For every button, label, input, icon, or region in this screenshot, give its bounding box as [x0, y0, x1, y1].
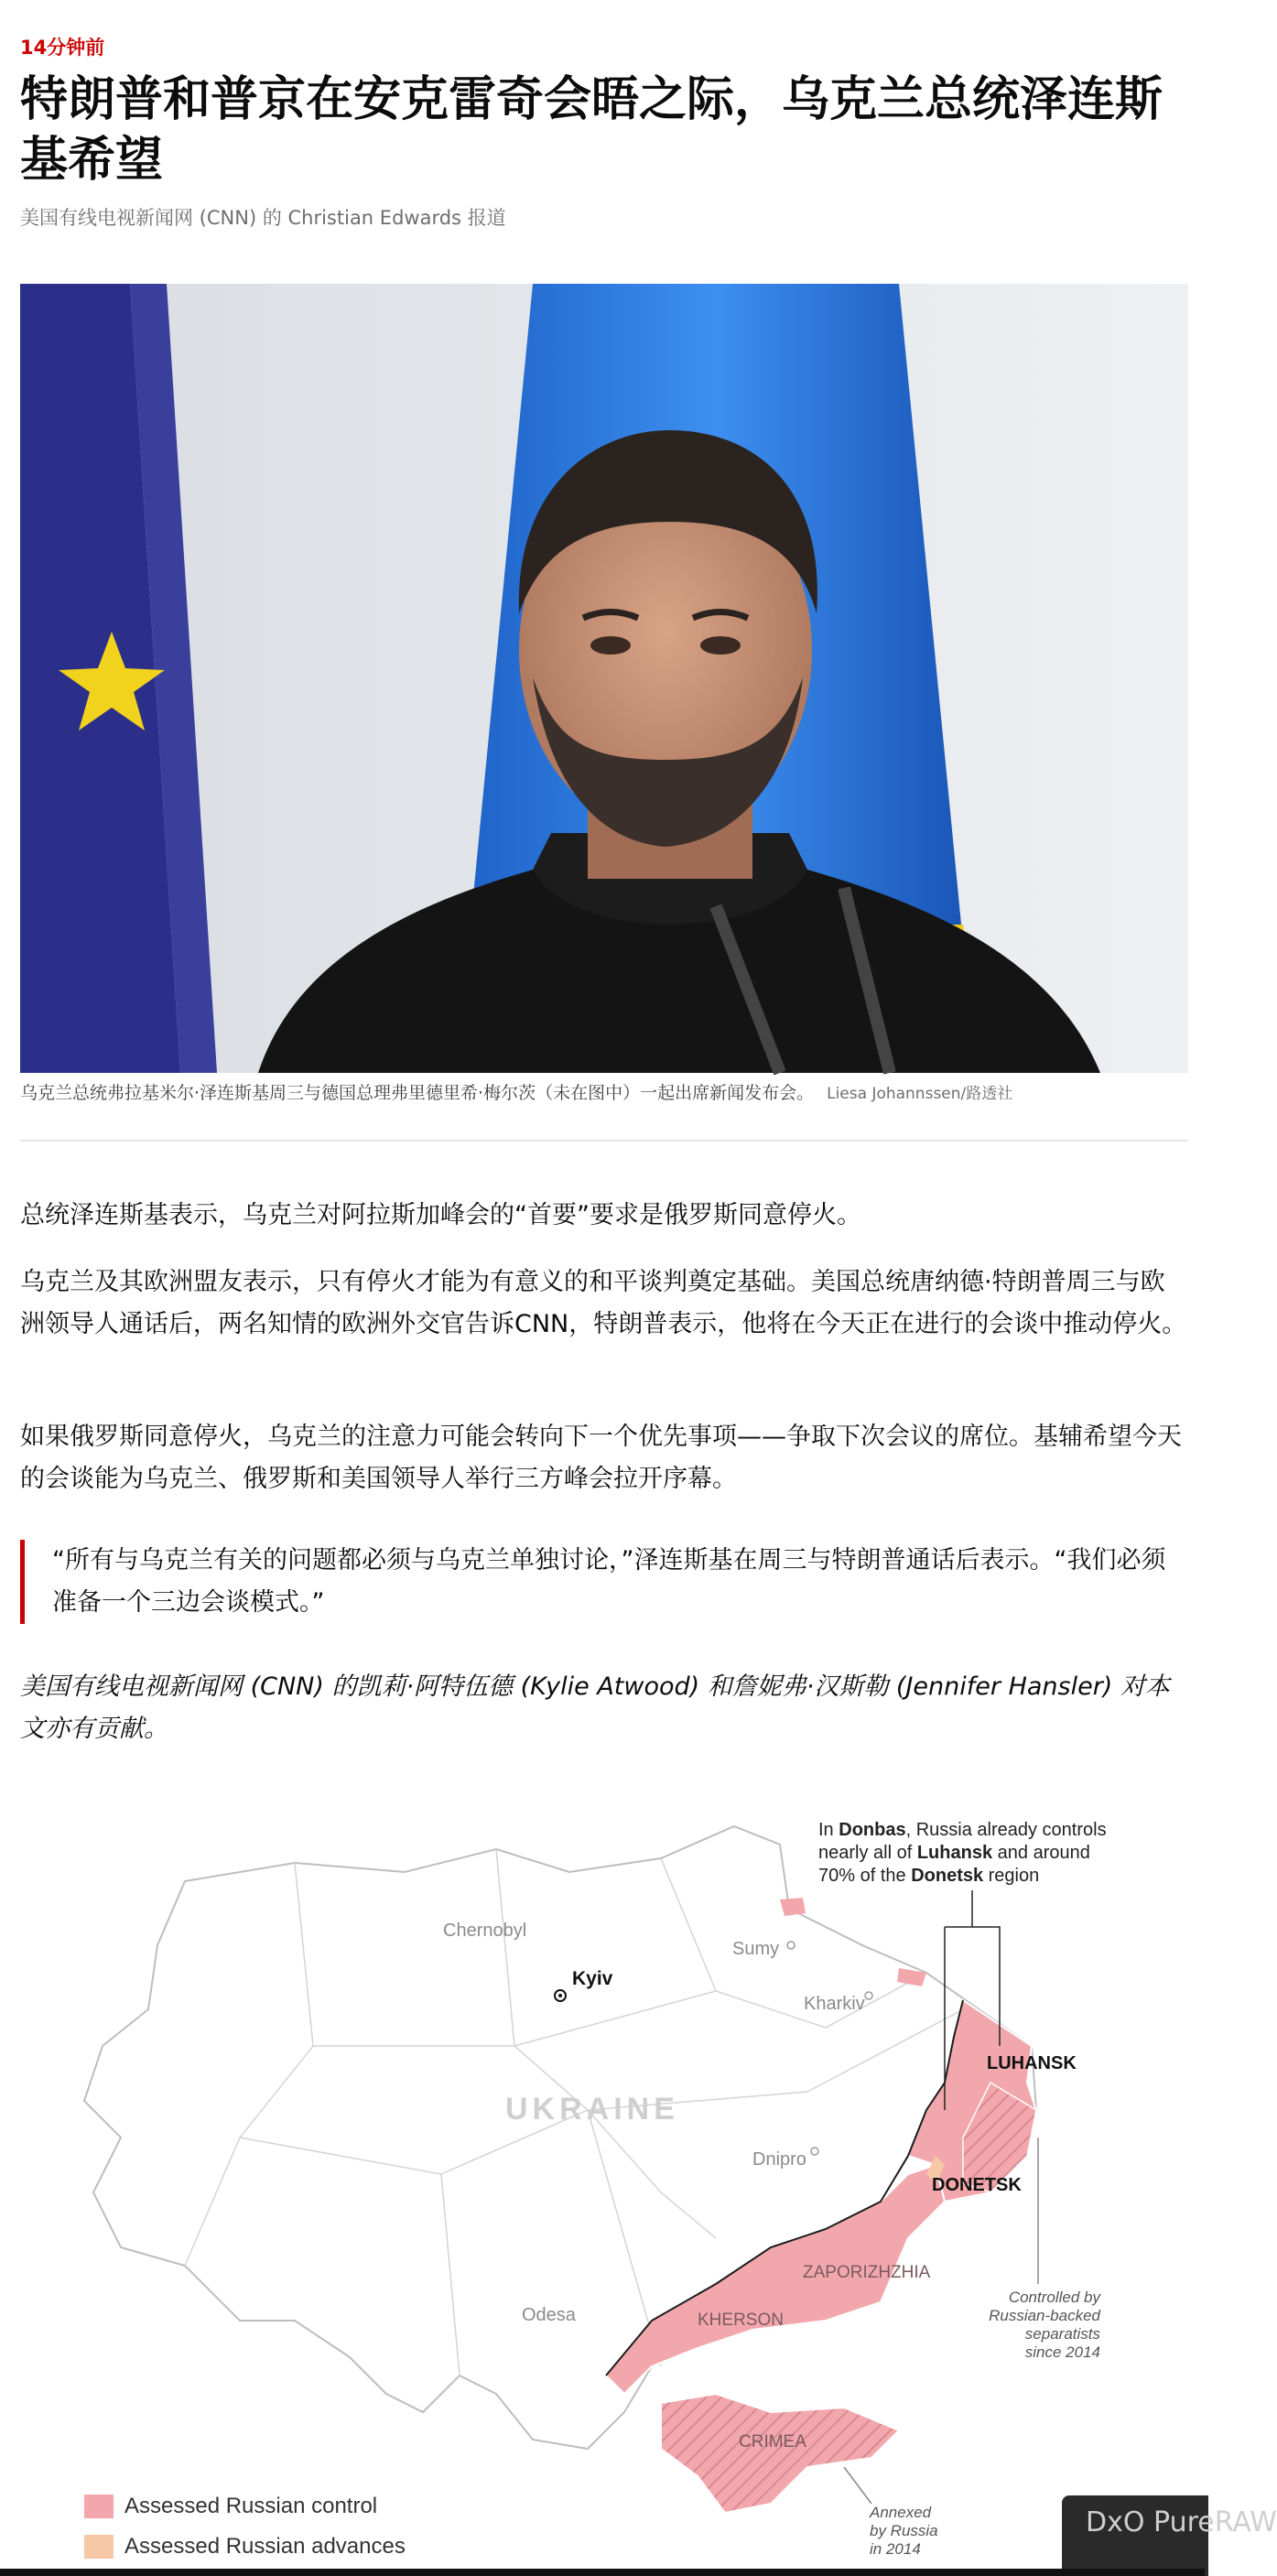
timestamp: 14分钟前	[20, 37, 105, 59]
region-kherson: KHERSON	[698, 2311, 784, 2330]
svg-text:Controlled by: Controlled by	[1008, 2289, 1100, 2306]
svg-text:70% of the Donetsk region: 70% of the Donetsk region	[818, 1866, 1040, 1886]
zelensky-photo	[20, 284, 1188, 1073]
svg-text:nearly all of Luhansk and arou: nearly all of Luhansk and around	[818, 1843, 1090, 1863]
city-chernobyl: Chernobyl	[443, 1921, 527, 1941]
ukraine-map-graphic	[20, 1808, 1188, 2559]
pull-quote: “所有与乌克兰有关的问题都必须与乌克兰单独讨论，”泽连斯基在周三与特朗普通话后表示。“我们必须准备一个三边会谈模式。”	[20, 1540, 1188, 1624]
svg-text:Annexed: Annexed	[870, 2504, 932, 2521]
region-crimea: CRIMEA	[739, 2432, 806, 2452]
svg-text:by Russia: by Russia	[870, 2522, 938, 2539]
photo-credit: Liesa Johannssen/路透社	[827, 1085, 1013, 1103]
headline: 特朗普和普京在安克雷奇会晤之际，乌克兰总统泽连斯基希望	[20, 72, 1163, 188]
city-dnipro: Dnipro	[752, 2149, 806, 2170]
lead-photo[interactable]	[20, 284, 1188, 1073]
divider	[20, 1140, 1188, 1142]
ukraine-outline	[84, 1826, 1036, 2449]
city-sumy: Sumy	[732, 1939, 780, 1959]
svg-text:in 2014: in 2014	[870, 2540, 921, 2558]
svg-text:Russian-backed: Russian-backed	[989, 2307, 1100, 2324]
crimea	[661, 2394, 899, 2513]
watermark-badge: DxO PureRAW	[1062, 2495, 1208, 2576]
paragraph-3: 如果俄罗斯同意停火，乌克兰的注意力可能会转向下一个优先事项——争取下次会议的席位。基辅希望今天的会谈能为乌克兰、俄罗斯和美国领导人举行三方峰会拉开序幕。	[20, 1423, 1182, 1493]
legend-advances: Assessed Russian advances	[124, 2534, 406, 2559]
svg-text:In Donbas, Russia already cont: In Donbas, Russia already controls	[818, 1820, 1107, 1840]
paragraph-2: 乌克兰及其欧洲盟友表示，只有停火才能为有意义的和平谈判奠定基础。美国总统唐纳德·特朗普周三与欧洲领导人通话后，两名知情的欧洲外交官告诉CNN，特朗普表示，他将在今天正在进行的会谈中推动停火。	[20, 1268, 1187, 1338]
country-label: UKRAINE	[505, 2092, 679, 2127]
svg-text:separatists: separatists	[1024, 2325, 1100, 2343]
region-luhansk: LUHANSK	[987, 2053, 1077, 2073]
legend-advances-swatch	[84, 2535, 114, 2559]
caption-text: 乌克兰总统弗拉基米尔·泽连斯基周三与德国总理弗里德里希·梅尔茨（未在图中）一起出席新闻发布会。	[20, 1083, 815, 1103]
svg-text:since 2014: since 2014	[1024, 2343, 1100, 2361]
city-kharkiv: Kharkiv	[804, 1994, 865, 2014]
region-zaporizhzhia: ZAPORIZHZHIA	[803, 2263, 931, 2282]
region-donetsk: DONETSK	[932, 2175, 1022, 2195]
legend-control: Assessed Russian control	[124, 2494, 378, 2518]
city-odesa: Odesa	[522, 2305, 576, 2325]
bottom-bar	[0, 2569, 1205, 2576]
contributors-note: 美国有线电视新闻网 (CNN) 的凯莉·阿特伍德 (Kylie Atwood) 和詹妮弗·汉斯勒 (Jennifer Hansler) 对本文亦有贡献。	[20, 1672, 1170, 1743]
ukraine-map[interactable]	[20, 1808, 1188, 2559]
capital-label: Kyiv	[572, 1968, 613, 1989]
photo-caption	[20, 1080, 1188, 1107]
byline[interactable]: 美国有线电视新闻网 (CNN) 的 Christian Edwards 报道	[20, 207, 506, 229]
legend-control-swatch	[84, 2495, 114, 2518]
paragraph-1: 总统泽连斯基表示，乌克兰对阿拉斯加峰会的“首要”要求是俄罗斯同意停火。	[20, 1201, 861, 1229]
